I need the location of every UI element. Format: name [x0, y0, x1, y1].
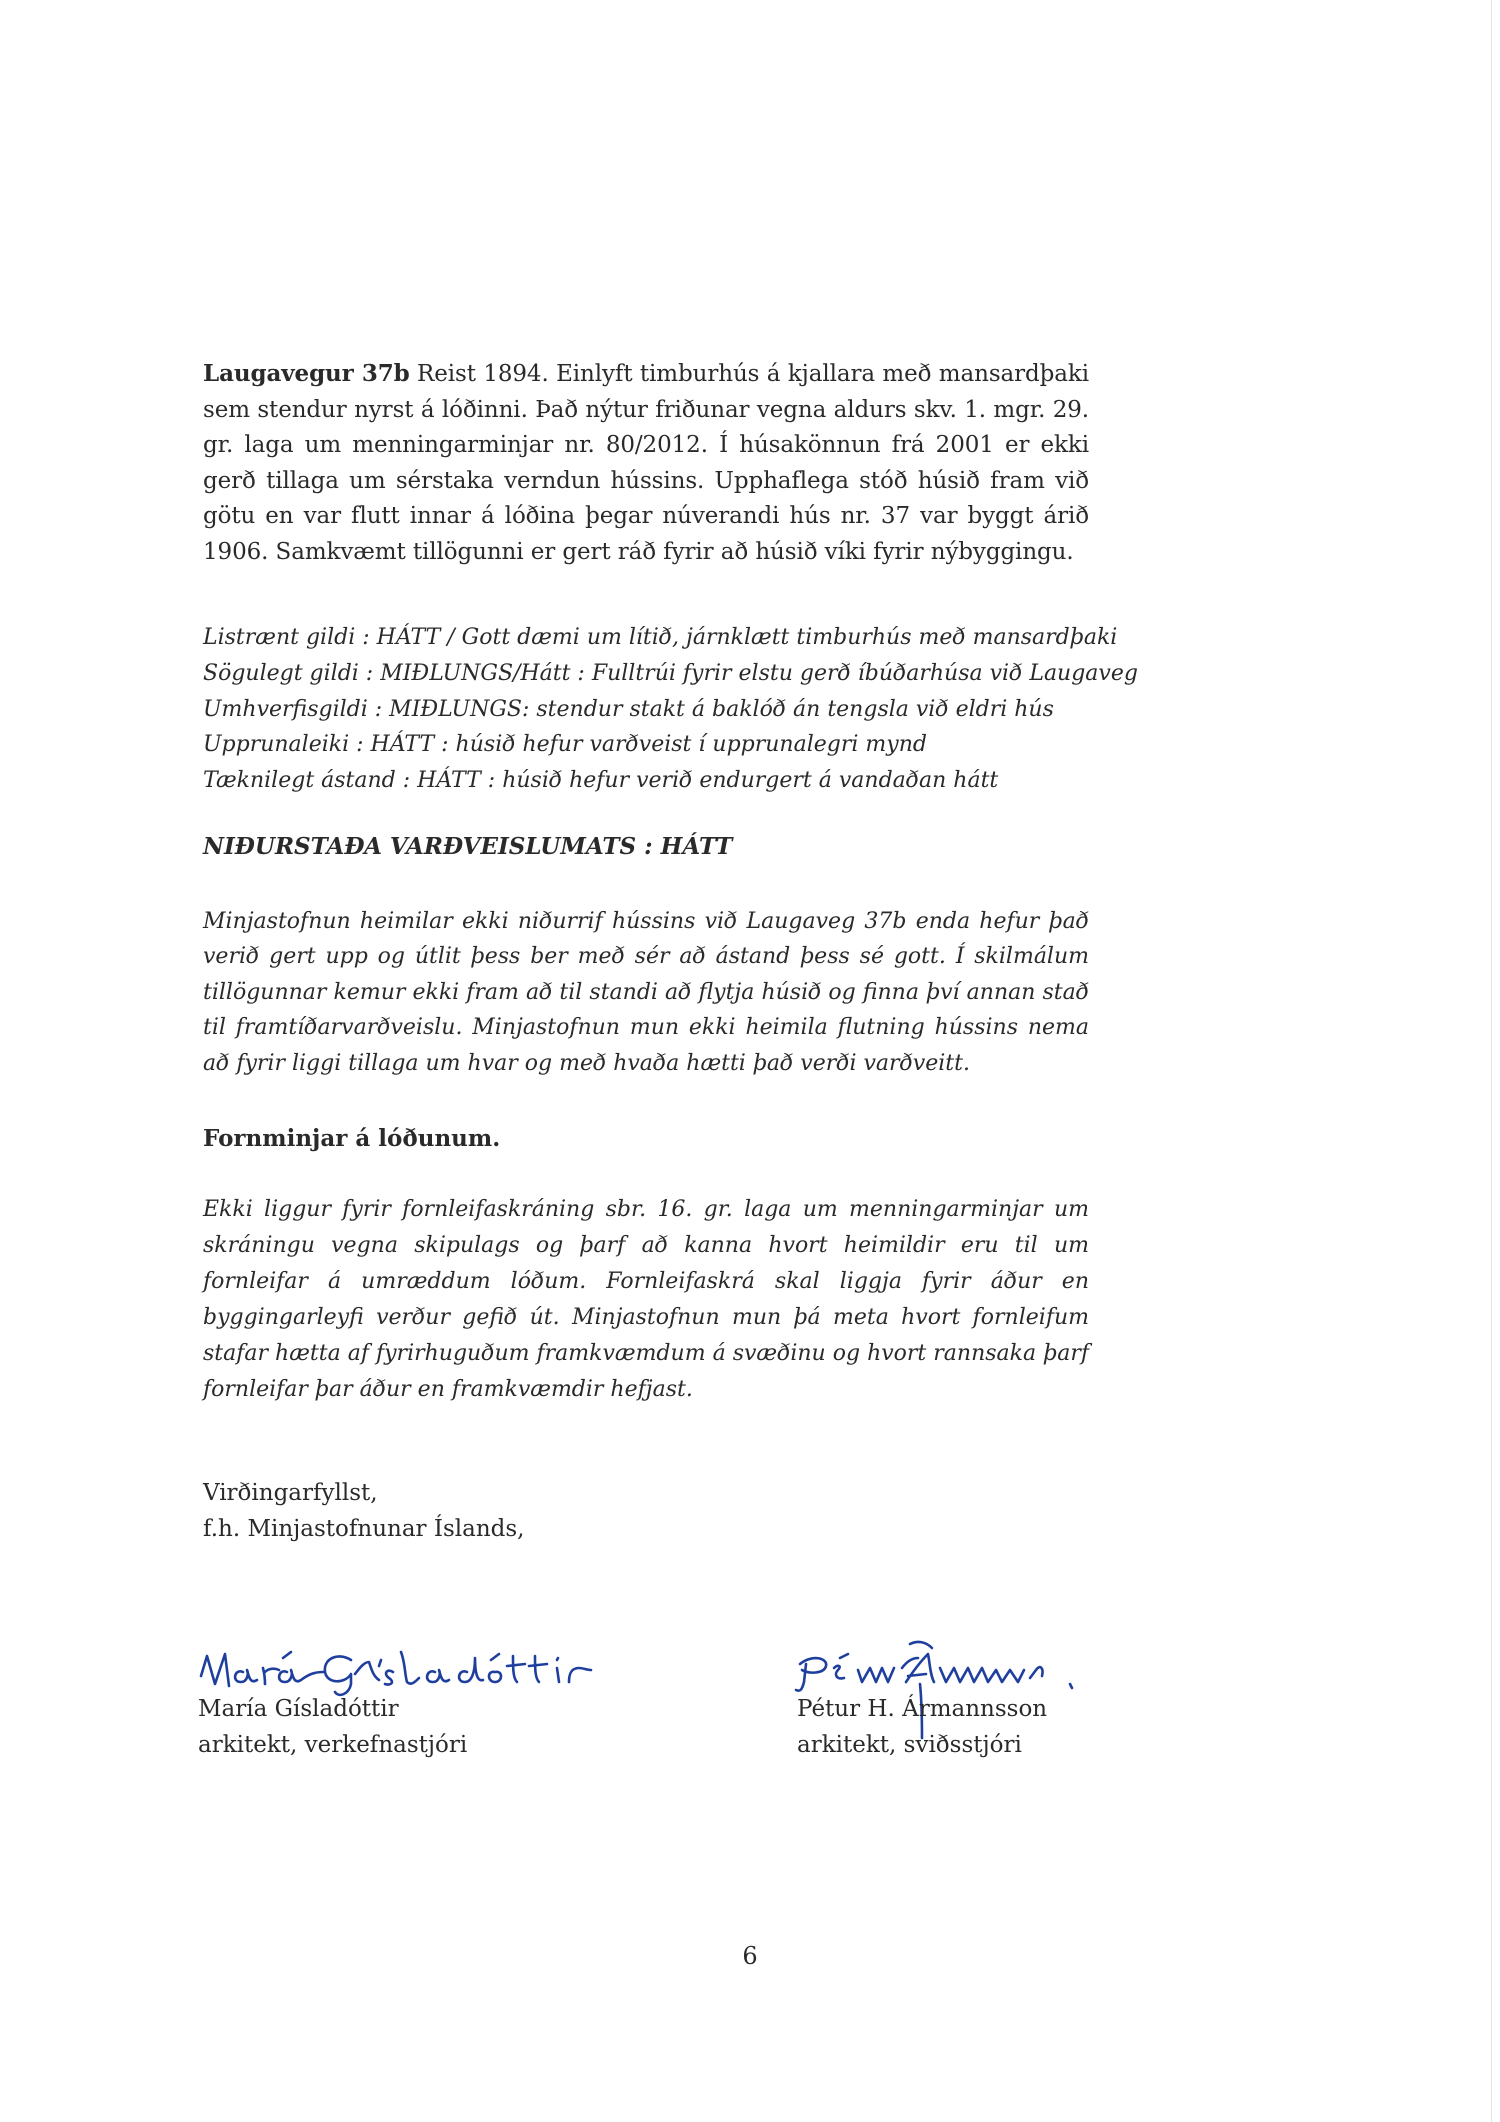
- salutation: Virðingarfyllst,: [203, 1480, 378, 1506]
- signatory-left: [198, 1692, 467, 1763]
- letter-body: [203, 356, 1138, 1408]
- conclusion-heading: NIÐURSTAÐA VARÐVEISLUMATS : HÁTT: [203, 832, 733, 860]
- assessment-paragraph: Minjastofnun heimilar ekki niðurrif hússins við Laugaveg 37b enda hefur það verið gert upp og útlit þess ber með sér að ástand þess sé gott. Í skilmálum tillögunnar kemur ekki fram að til standi að flytja húsið og finna því annan stað til framtíðarvarðveislu. Minjastofnun mun ekki heimila flutning hússins nema að fyrir liggi tillaga um hvar og með hvaða hætti það verði varðveitt.: [203, 908, 1089, 1076]
- intro-paragraph: [203, 356, 1089, 570]
- rating-technical: Tæknilegt ástand : HÁTT : húsið hefur verið endurgert á vandaðan hátt: [203, 768, 999, 794]
- closing-block: [203, 1476, 524, 1547]
- on-behalf-line: f.h. Minjastofnunar Íslands,: [203, 1515, 525, 1542]
- rating-artistic: Listrænt gildi : HÁTT / Gott dæmi um lítið, járnklætt timburhús með mansardþaki: [203, 625, 1118, 650]
- signatory-name: Pétur H. Ármannsson: [797, 1696, 1048, 1722]
- ratings-list: [203, 620, 1138, 799]
- rating-originality: Upprunaleiki : HÁTT : húsið hefur varðveist í upprunalegri mynd: [203, 732, 927, 758]
- signatory-title: arkitekt, verkefnastjóri: [198, 1731, 468, 1758]
- page-edge: [1491, 0, 1492, 2122]
- signatory-title: arkitekt, sviðsstjóri: [797, 1731, 1022, 1758]
- signatory-right: [797, 1692, 1047, 1763]
- property-title: Laugavegur 37b: [203, 360, 410, 387]
- rating-environmental: Umhverfisgildi : MIÐLUNGS: stendur stakt á baklóð án tengsla við eldri hús: [203, 696, 1054, 722]
- archaeology-heading: Fornminjar á lóðunum.: [203, 1125, 501, 1153]
- archaeology-paragraph: Ekki liggur fyrir fornleifaskráning sbr. 16. gr. laga um menningarminjar um skráningu vegna skipulags og þarf að kanna hvort heimildir eru til um fornleifar á umræddum lóðum. Fornleifaskrá skal liggja fyrir áður en byggingarleyfi verður gefið út. Minjastofnun mun þá meta hvort fornleifum stafar hætta af fyrirhuguðum framkvæmdum á svæðinu og hvort rannsaka þarf fornleifar þar áður en framkvæmdir hefjast.: [203, 1197, 1089, 1403]
- intro-text: Reist 1894. Einlyft timburhús á kjallara með mansardþaki sem stendur nyrst á lóðinni. Það nýtur friðunar vegna aldurs skv. 1. mgr. 29. gr. laga um menningarminjar nr. 80/2012. Í húsakönnun frá 2001 er ekki gerð tillaga um sérstaka verndun hússins. Upphaflega stóð húsið fram við götu en var flutt innar á lóðina þegar núverandi hús nr. 37 var byggt árið 1906. Samkvæmt tillögunni er gert ráð fyrir að húsið víki fyrir nýbyggingu.: [203, 361, 1089, 565]
- page-number: 6: [742, 1942, 758, 1970]
- signatory-name: María Gísladóttir: [198, 1696, 399, 1722]
- rating-historical: Sögulegt gildi : MIÐLUNGS/Hátt : Fulltrúi fyrir elstu gerð íbúðarhúsa við Laugaveg: [203, 660, 1138, 686]
